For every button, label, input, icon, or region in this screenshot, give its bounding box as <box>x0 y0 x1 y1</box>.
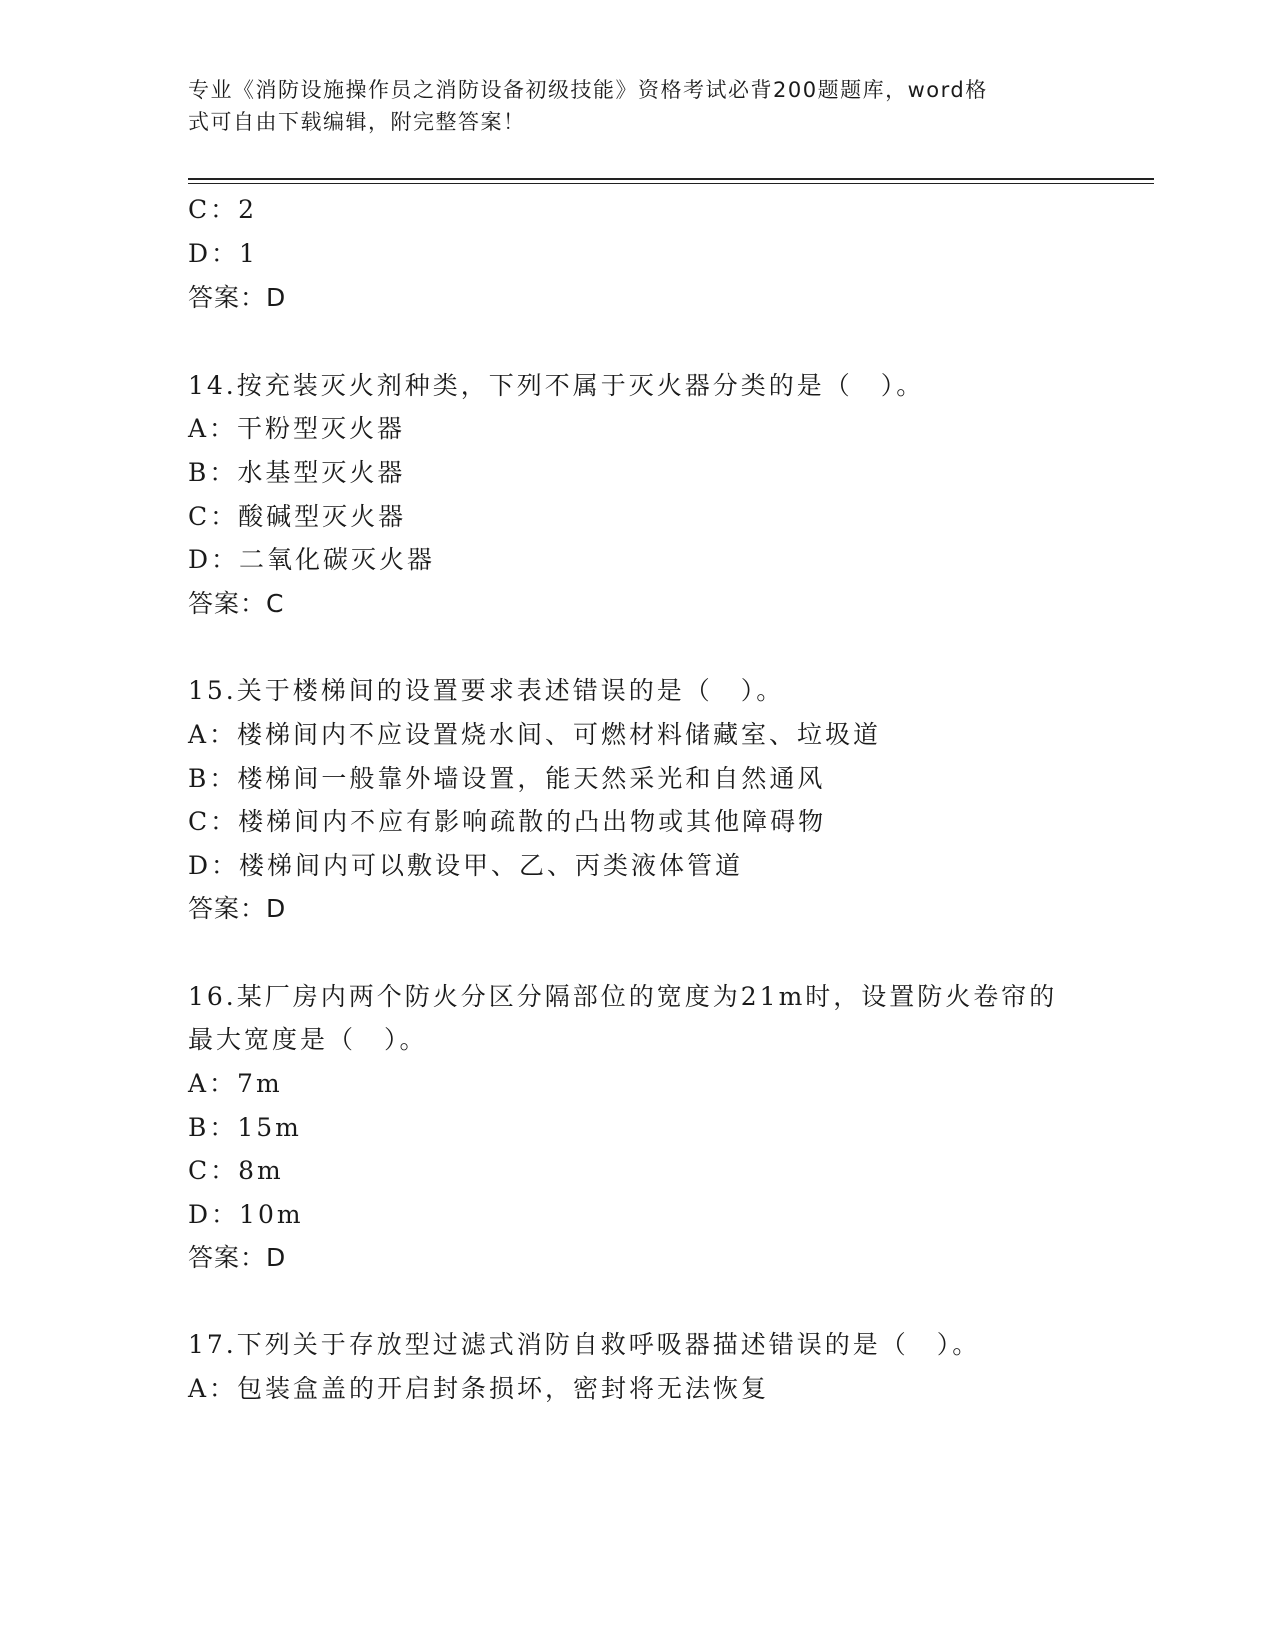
header-line-2: 式可自由下载编辑，附完整答案！ <box>188 110 526 134</box>
q14-answer: 答案：C <box>188 589 285 618</box>
q13-option-c: C：2 <box>188 195 258 224</box>
q15-answer: 答案：D <box>188 894 287 923</box>
q16-question-line-1: 16.某厂房内两个防火分区分隔部位的宽度为21m时，设置防火卷帘的 <box>188 982 1058 1011</box>
q13-answer: 答案：D <box>188 283 287 312</box>
q15-question: 15.关于楼梯间的设置要求表述错误的是（ ）。 <box>188 676 785 705</box>
q15-option-d: D：楼梯间内可以敷设甲、乙、丙类液体管道 <box>188 851 744 880</box>
q16-option-a: A：7m <box>188 1069 283 1098</box>
q16-option-b: B：15m <box>188 1113 302 1142</box>
q16-answer: 答案：D <box>188 1243 287 1272</box>
q16-question-line-2: 最大宽度是（ ）。 <box>188 1025 428 1054</box>
header-divider-thin <box>188 183 1154 184</box>
q15-option-c: C：楼梯间内不应有影响疏散的凸出物或其他障碍物 <box>188 807 827 836</box>
q16-option-c: C：8m <box>188 1156 284 1185</box>
q16-option-d: D：10m <box>188 1200 304 1229</box>
q14-option-d: D：二氧化碳灭火器 <box>188 545 436 574</box>
q17-option-a: A：包装盒盖的开启封条损坏，密封将无法恢复 <box>188 1374 770 1403</box>
q14-option-c: C：酸碱型灭火器 <box>188 502 407 531</box>
header-divider-thick <box>188 178 1154 180</box>
q13-option-d: D：1 <box>188 239 258 268</box>
q17-question: 17.下列关于存放型过滤式消防自救呼吸器描述错误的是（ ）。 <box>188 1330 981 1359</box>
document-header <box>188 74 1088 138</box>
q14-option-a: A：干粉型灭火器 <box>188 414 406 443</box>
q15-option-b: B：楼梯间一般靠外墙设置，能天然采光和自然通风 <box>188 764 826 793</box>
q15-option-a: A：楼梯间内不应设置烧水间、可燃材料储藏室、垃圾道 <box>188 720 882 749</box>
q14-question: 14.按充装灭火剂种类，下列不属于灭火器分类的是（ ）。 <box>188 371 925 400</box>
q14-option-b: B：水基型灭火器 <box>188 458 406 487</box>
header-line-1: 专业《消防设施操作员之消防设备初级技能》资格考试必背200题题库，word格 <box>188 78 988 102</box>
